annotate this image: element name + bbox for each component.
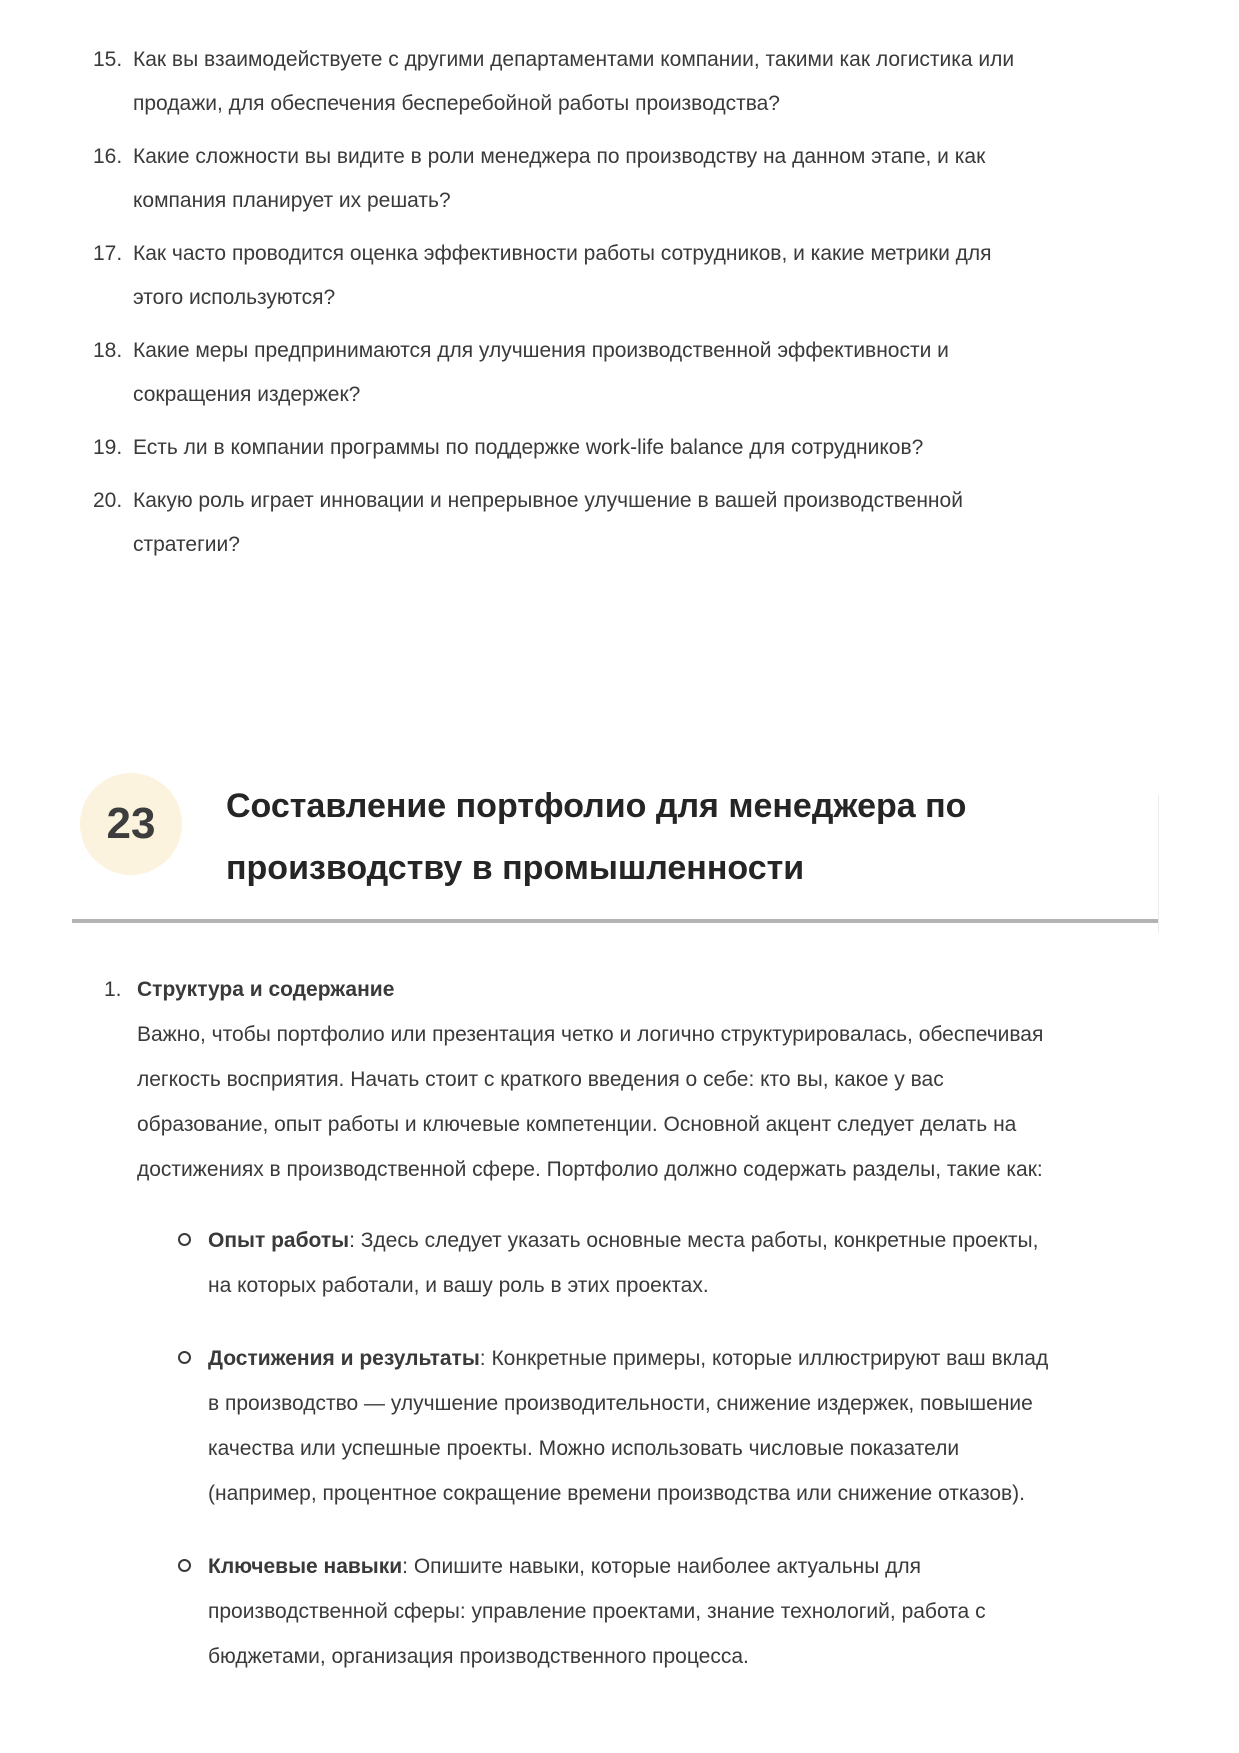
question-text: Какие меры предпринимаются для улучшения производственной эффективности и сокращения издержек?: [133, 339, 949, 406]
question-item: [93, 232, 1033, 320]
bullet-list: [137, 1218, 1047, 1679]
bullet-item: [208, 1336, 1063, 1516]
question-item: [93, 426, 1033, 470]
bullet-text: : Конкретные примеры, которые иллюстрируют ваш вклад в производство — улучшение производительности, снижение издержек, повышение качества или успешные проекты. Можно использовать числовые показатели (например, процентное сокращение времени производства или снижение отказов).: [208, 1347, 1049, 1505]
question-text: Как часто проводится оценка эффективности работы сотрудников, и какие метрики для этого используются?: [133, 242, 992, 309]
bullet-circle-icon: [178, 1351, 191, 1364]
question-item: [93, 329, 1033, 417]
question-number: 19.: [93, 436, 123, 459]
question-number: 15.: [93, 48, 123, 71]
question-item: [93, 479, 1033, 567]
question-item: [93, 38, 1033, 126]
bullet-circle-icon: [178, 1233, 191, 1246]
section-header: [80, 773, 1239, 899]
question-text: Какую роль играет инновации и непрерывное улучшение в вашей производственной стратегии?: [133, 489, 963, 556]
page-edge-line: [1158, 795, 1159, 933]
bullet-circle-icon: [178, 1559, 191, 1572]
question-item: [93, 135, 1033, 223]
item-heading: Структура и содержание: [137, 978, 395, 1001]
question-text: Есть ли в компании программы по поддержке work-life balance для сотрудников?: [133, 436, 924, 459]
question-number: 18.: [93, 339, 123, 362]
question-number: 17.: [93, 242, 123, 265]
question-number: 16.: [93, 145, 123, 168]
bullet-term: Достижения и результаты: [208, 1347, 480, 1370]
question-number: 20.: [93, 489, 123, 512]
portfolio-list: [0, 923, 1239, 1679]
list-item-number: 1.: [104, 978, 122, 1001]
section-number-badge: 23: [80, 773, 182, 875]
bullet-text: : Здесь следует указать основные места работы, конкретные проекты, на которых работали, и вашу роль в этих проектах.: [208, 1229, 1039, 1297]
bullet-term: Ключевые навыки: [208, 1555, 403, 1578]
section-title: Составление портфолио для менеджера по производству в промышленности: [226, 787, 967, 887]
item-paragraph: Важно, чтобы портфолио или презентация четко и логично структурировалась, обеспечивая легкость восприятия. Начать стоит с краткого введения о себе: кто вы, какое у вас образование, опыт работы и ключевые компетенции. Основной акцент следует делать на достижениях в производственной сфере. Портфолио должно содержать разделы, такие как:: [137, 1023, 1044, 1181]
bullet-item: [208, 1218, 1063, 1308]
questions-list: [0, 0, 1239, 567]
bullet-term: Опыт работы: [208, 1229, 350, 1252]
question-text: Какие сложности вы видите в роли менеджера по производству на данном этапе, и как компания планирует их решать?: [133, 145, 986, 212]
bullet-text: : Опишите навыки, которые наиболее актуальны для производственной сферы: управление проектами, знание технологий, работа с бюджетами, организация производственного процесса.: [208, 1555, 986, 1668]
question-text: Как вы взаимодействуете с другими департаментами компании, такими как логистика или продажи, для обеспечения бесперебойной работы производства?: [133, 48, 1015, 115]
bullet-item: [208, 1544, 1063, 1679]
portfolio-item: [104, 967, 1049, 1679]
